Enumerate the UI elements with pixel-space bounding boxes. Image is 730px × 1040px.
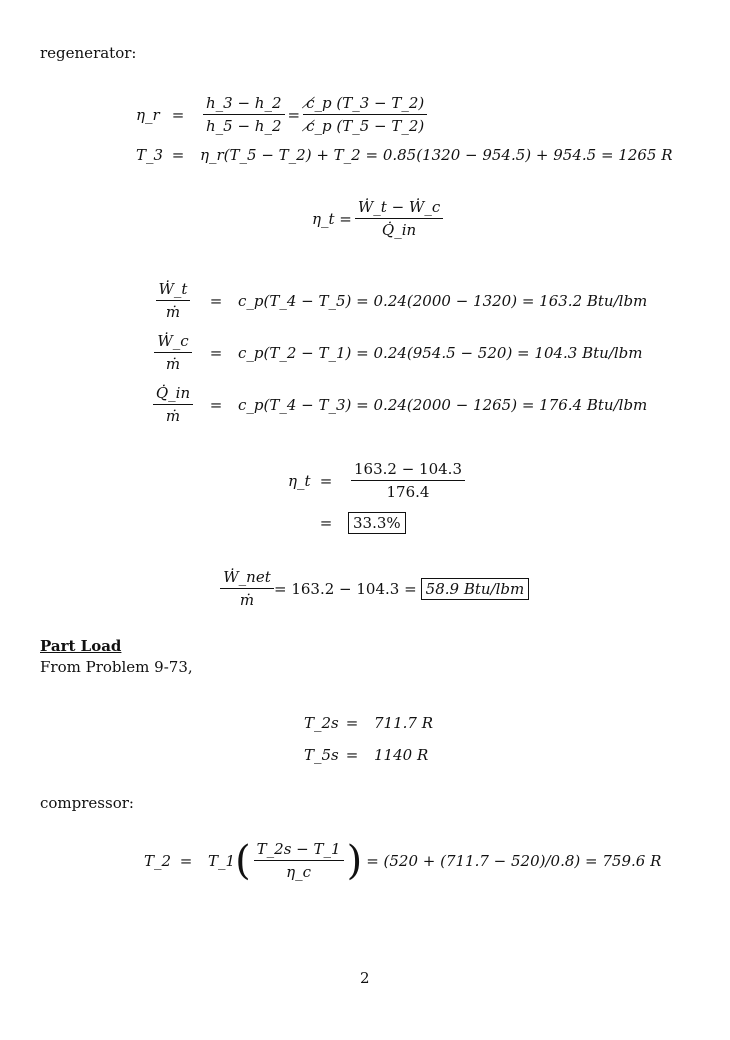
equals-sign: =	[171, 105, 185, 124]
heat-input-rhs: c_p(T_4 − T_3) = 0.24(2000 − 1265) = 176.4 Btu/lbm	[238, 395, 648, 414]
fraction-wt-m: $\frac{\text{Ẇ\_t}}{\text{ṁ}}$	[155, 280, 191, 321]
t3-rhs: η_r(T_5 − T_2) + T_2 = 0.85(1320 − 954.5) + 954.5 = 1265 R	[200, 146, 673, 164]
section-label-compressor: compressor:	[40, 794, 134, 812]
t3-symbol: T_3	[136, 146, 164, 164]
fraction-eta-t: $\frac{\text{Ẇ\_t − Ẇ\_c}}{Q̇\_in}$	[355, 198, 443, 239]
section-label-regenerator: regenerator:	[40, 44, 137, 62]
equation-turbine-work: $\frac{\text{Ẇ\_t}}{\text{ṁ}}$ = c_p(T_4 − T_5) = 0.24(2000 − 1320) = 163.2 Btu/lbm	[152, 280, 647, 321]
fraction-enthalpy: $\frac{h\_3 - h\_2}{h\_5 - h\_2}$	[203, 94, 285, 135]
equation-t3: T_3 = η_r(T_5 − T_2) + T_2 = 0.85(1320 − 954.5) + 954.5 = 1265 R	[136, 146, 673, 164]
fraction-temperature: $\frac{c̸\_p (T\_3 - T\_2)}{c̸\_p (T\_5 - T\_2)}$	[303, 94, 427, 135]
eta-t-lhs: η_t =	[312, 209, 352, 228]
right-paren: )	[346, 837, 363, 884]
page-number: 2	[360, 969, 370, 987]
t2s-symbol: T_2s	[304, 714, 339, 732]
left-paren: (	[235, 837, 251, 884]
fraction-efficiency: $\frac{163.2 - 104.3}{176.4}$	[351, 460, 465, 501]
fraction-isentropic: $\frac{T\_2s - T\_1}{\eta\_c}$	[254, 840, 344, 881]
equation-compressor-work: $\frac{\text{Ẇ\_c}}{\text{ṁ}}$ = c_p(T_2 − T_1) = 0.24(954.5 − 520) = 104.3 Btu/lbm	[152, 332, 643, 373]
net-work-expression: = 163.2 − 104.3 =	[274, 579, 417, 598]
fraction-qin-m: $\frac{Q̇\_in}{\text{ṁ}}$	[155, 384, 191, 425]
fraction-wnet-m: $\frac{\text{Ẇ\_net}}{\text{ṁ}}$	[227, 568, 267, 609]
equation-net-work	[224, 568, 529, 609]
equation-eta-t-result: = 33.3%	[304, 512, 406, 534]
t2-symbol: T_2	[144, 851, 172, 870]
net-work-result-box: 58.9 Btu/lbm	[421, 578, 530, 600]
compressor-work-rhs: c_p(T_2 − T_1) = 0.24(954.5 − 520) = 104.3 Btu/lbm	[238, 343, 643, 362]
efficiency-result-box: 33.3%	[348, 512, 406, 534]
t1-symbol: T_1	[208, 851, 236, 870]
equation-heat-input: $\frac{Q̇\_in}{\text{ṁ}}$ = c_p(T_4 − T_3) = 0.24(2000 − 1265) = 176.4 Btu/lbm	[152, 384, 647, 425]
turbine-work-rhs: c_p(T_4 − T_5) = 0.24(2000 − 1320) = 163.2 Btu/lbm	[238, 291, 648, 310]
t5s-symbol: T_5s	[304, 746, 339, 764]
equation-t2s: T_2s = 711.7 R	[304, 714, 434, 732]
eta-t-symbol: η_t	[288, 471, 311, 490]
equation-t2: T_2 = T_1 ( $\frac{T\_2s - T\_1}{\eta\_c}$ ) = (520 + (711.7 − 520)/0.8) = 759.6 R	[144, 837, 662, 884]
equation-t5s: T_5s = 1140 R	[304, 746, 429, 764]
from-problem-text: From Problem 9-73,	[40, 658, 193, 676]
fraction-wc-m: $\frac{\text{Ẇ\_c}}{\text{ṁ}}$	[155, 332, 191, 373]
equation-eta-t-definition	[312, 198, 446, 239]
equation-eta-t-value: η_t = $\frac{163.2 - 104.3}{176.4}$	[288, 460, 468, 501]
t2-rhs: = (520 + (711.7 − 520)/0.8) = 759.6 R	[366, 851, 662, 870]
heading-part-load: Part Load	[40, 637, 122, 655]
equation-eta-r: η_r = $\frac{h\_3 - h\_2}{h\_5 - h\_2}$ = $\frac{c̸\_p (T\_3 - T\_2)}{c̸\_p (T\_5 - T\_2)}$	[136, 94, 430, 135]
t5s-value: 1140 R	[374, 746, 429, 764]
eta-r-symbol: η_r	[136, 105, 160, 124]
t2s-value: 711.7 R	[374, 714, 434, 732]
